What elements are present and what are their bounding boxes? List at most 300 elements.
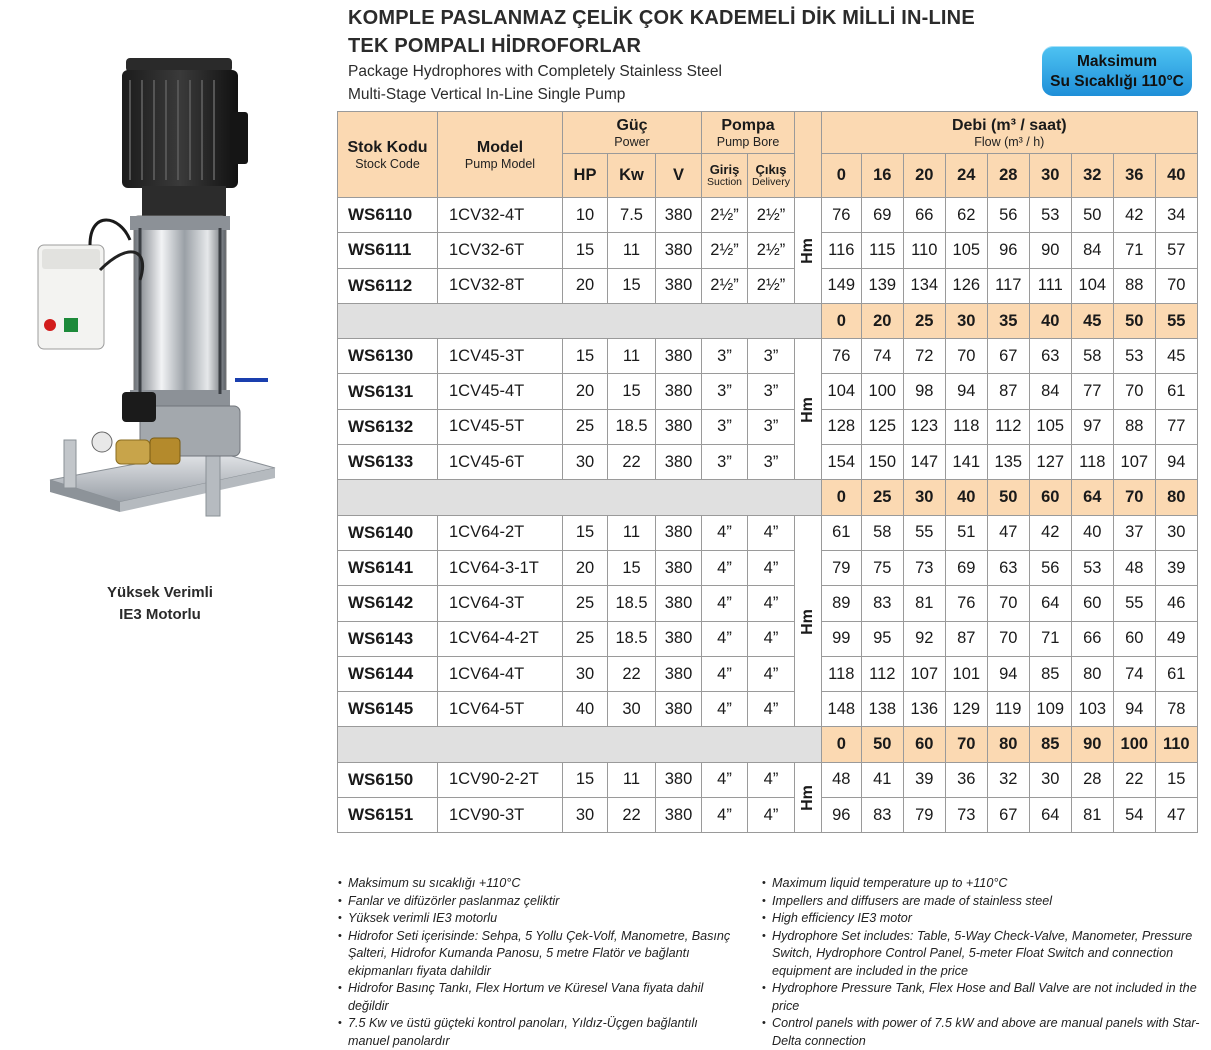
head-value-cell: 41	[861, 762, 903, 797]
head-value-cell: 77	[1155, 409, 1197, 444]
head-value-cell: 70	[945, 339, 987, 374]
voltage-cell: 380	[656, 374, 702, 409]
flow-value-header: 30	[1029, 154, 1071, 198]
flow-value-header: 0	[821, 154, 861, 198]
flow-value-header: 0	[821, 727, 861, 762]
header-stock-code-label: Stok Kodu	[347, 138, 428, 156]
head-value-cell: 154	[821, 445, 861, 480]
kw-cell: 18.5	[608, 621, 656, 656]
table-row	[338, 515, 1198, 550]
hp-cell: 30	[563, 798, 608, 833]
head-value-cell: 135	[987, 445, 1029, 480]
flow-value-header: 16	[861, 154, 903, 198]
head-value-cell: 61	[1155, 656, 1197, 691]
flow-value-header: 40	[1029, 303, 1071, 338]
hp-cell: 15	[563, 233, 608, 268]
motor-caption	[60, 582, 260, 626]
head-value-cell: 71	[1113, 233, 1155, 268]
note-item: • Hydrophore Set includes: Table, 5-Way Check-Valve, Manometer, Pressure Switch, Hydrophore Control Panel, 5-meter Float Switch and connection equipment are included in the price	[762, 928, 1202, 981]
header-power-sublabel: Power	[614, 134, 650, 149]
head-value-cell: 74	[1113, 656, 1155, 691]
hp-cell: 10	[563, 198, 608, 233]
outlet-cell: 2½”	[748, 198, 795, 233]
flow-value-header: 80	[987, 727, 1029, 762]
header-spacer	[795, 112, 822, 198]
outlet-cell: 4”	[748, 798, 795, 833]
outlet-cell: 3”	[748, 445, 795, 480]
flow-value-header: 28	[987, 154, 1029, 198]
hp-cell: 20	[563, 268, 608, 303]
badge-line1: Maksimum	[1076, 53, 1158, 70]
head-value-cell: 60	[1071, 586, 1113, 621]
hp-cell: 15	[563, 339, 608, 374]
model-cell: 1CV90-2-2T	[438, 762, 563, 797]
flow-value-header: 64	[1071, 480, 1113, 515]
header-inlet-sublabel: Suction	[706, 176, 743, 188]
flow-header-row	[338, 727, 1198, 762]
hp-cell: 30	[563, 445, 608, 480]
flow-value-header: 20	[861, 303, 903, 338]
table-row	[338, 762, 1198, 797]
voltage-cell: 380	[656, 586, 702, 621]
head-value-cell: 84	[1071, 233, 1113, 268]
head-value-cell: 81	[1071, 798, 1113, 833]
header-pump-label: Pompa	[721, 116, 775, 134]
hp-cell: 25	[563, 586, 608, 621]
head-value-cell: 150	[861, 445, 903, 480]
kw-cell: 30	[608, 692, 656, 727]
hp-cell: 25	[563, 409, 608, 444]
head-value-cell: 63	[1029, 339, 1071, 374]
head-value-cell: 110	[903, 233, 945, 268]
kw-cell: 22	[608, 445, 656, 480]
hp-cell: 20	[563, 374, 608, 409]
hp-cell: 30	[563, 656, 608, 691]
head-value-cell: 111	[1029, 268, 1071, 303]
stock-code-cell: WS6110	[338, 198, 438, 233]
head-unit-text: Hm	[798, 785, 816, 811]
stock-code-cell: WS6140	[338, 515, 438, 550]
outlet-cell: 3”	[748, 374, 795, 409]
outlet-cell: 4”	[748, 550, 795, 585]
head-value-cell: 127	[1029, 445, 1071, 480]
head-value-cell: 107	[1113, 445, 1155, 480]
header-inlet-label: Giriş	[709, 162, 740, 177]
model-cell: 1CV90-3T	[438, 798, 563, 833]
head-value-cell: 73	[903, 550, 945, 585]
head-value-cell: 85	[1029, 656, 1071, 691]
hydrophore-pump-image	[30, 40, 300, 540]
stock-code-cell: WS6130	[338, 339, 438, 374]
head-value-cell: 56	[1029, 550, 1071, 585]
voltage-cell: 380	[656, 515, 702, 550]
voltage-cell: 380	[656, 798, 702, 833]
header-stock-code	[338, 112, 438, 198]
head-value-cell: 83	[861, 798, 903, 833]
voltage-cell: 380	[656, 339, 702, 374]
outlet-cell: 3”	[748, 409, 795, 444]
head-value-cell: 99	[821, 621, 861, 656]
stock-code-cell: WS6141	[338, 550, 438, 585]
header-model	[438, 112, 563, 198]
flow-value-header: 60	[903, 727, 945, 762]
outlet-cell: 2½”	[748, 233, 795, 268]
notes-english	[762, 875, 1202, 1050]
flow-value-header: 32	[1071, 154, 1113, 198]
inlet-cell: 4”	[702, 762, 748, 797]
head-value-cell: 87	[987, 374, 1029, 409]
head-value-cell: 128	[821, 409, 861, 444]
stock-code-cell: WS6143	[338, 621, 438, 656]
flow-value-header: 0	[821, 303, 861, 338]
page-title-english	[348, 60, 868, 106]
flow-value-header: 40	[945, 480, 987, 515]
head-value-cell: 94	[945, 374, 987, 409]
notes-turkish	[338, 875, 733, 1050]
flow-value-header: 70	[945, 727, 987, 762]
head-value-cell: 32	[987, 762, 1029, 797]
voltage-cell: 380	[656, 621, 702, 656]
stock-code-cell: WS6151	[338, 798, 438, 833]
table-row	[338, 409, 1198, 444]
flow-value-header: 100	[1113, 727, 1155, 762]
head-value-cell: 94	[1155, 445, 1197, 480]
inlet-cell: 3”	[702, 374, 748, 409]
model-cell: 1CV45-3T	[438, 339, 563, 374]
head-unit-text: Hm	[798, 238, 816, 264]
head-unit-label	[795, 762, 822, 833]
head-value-cell: 94	[1113, 692, 1155, 727]
head-value-cell: 89	[821, 586, 861, 621]
inlet-cell: 4”	[702, 621, 748, 656]
outlet-cell: 2½”	[748, 268, 795, 303]
head-value-cell: 69	[945, 550, 987, 585]
header-model-sublabel: Pump Model	[464, 156, 536, 171]
outlet-cell: 4”	[748, 762, 795, 797]
header-inlet	[702, 154, 748, 198]
head-value-cell: 87	[945, 621, 987, 656]
head-value-cell: 56	[987, 198, 1029, 233]
table-row	[338, 268, 1198, 303]
head-value-cell: 105	[945, 233, 987, 268]
model-cell: 1CV64-3T	[438, 586, 563, 621]
head-value-cell: 15	[1155, 762, 1197, 797]
header-model-label: Model	[476, 138, 524, 156]
head-value-cell: 148	[821, 692, 861, 727]
title-en-line2: Multi-Stage Vertical In-Line Single Pump	[348, 86, 626, 103]
head-value-cell: 64	[1029, 586, 1071, 621]
head-value-cell: 81	[903, 586, 945, 621]
table-row	[338, 798, 1198, 833]
head-value-cell: 28	[1071, 762, 1113, 797]
note-item: • Yüksek verimli IE3 motorlu	[338, 910, 733, 928]
head-value-cell: 53	[1071, 550, 1113, 585]
voltage-cell: 380	[656, 692, 702, 727]
note-item: • Maximum liquid temperature up to +110°C	[762, 875, 1202, 893]
head-value-cell: 49	[1155, 621, 1197, 656]
kw-cell: 11	[608, 515, 656, 550]
flow-value-header: 55	[1155, 303, 1197, 338]
head-value-cell: 63	[987, 550, 1029, 585]
head-value-cell: 118	[945, 409, 987, 444]
head-value-cell: 109	[1029, 692, 1071, 727]
pump-spec-table	[337, 111, 1198, 833]
table-row	[338, 692, 1198, 727]
head-value-cell: 141	[945, 445, 987, 480]
kw-cell: 15	[608, 374, 656, 409]
head-value-cell: 67	[987, 798, 1029, 833]
head-value-cell: 149	[821, 268, 861, 303]
hp-cell: 40	[563, 692, 608, 727]
head-value-cell: 60	[1113, 621, 1155, 656]
head-value-cell: 67	[987, 339, 1029, 374]
head-value-cell: 70	[1113, 374, 1155, 409]
head-value-cell: 96	[821, 798, 861, 833]
model-cell: 1CV45-4T	[438, 374, 563, 409]
inlet-cell: 2½”	[702, 268, 748, 303]
head-value-cell: 66	[903, 198, 945, 233]
outlet-cell: 4”	[748, 656, 795, 691]
flow-value-header: 24	[945, 154, 987, 198]
head-value-cell: 139	[861, 268, 903, 303]
table-row	[338, 445, 1198, 480]
flow-header-row	[338, 303, 1198, 338]
head-value-cell: 58	[1071, 339, 1113, 374]
head-value-cell: 39	[1155, 550, 1197, 585]
head-value-cell: 45	[1155, 339, 1197, 374]
head-value-cell: 48	[821, 762, 861, 797]
head-value-cell: 76	[821, 198, 861, 233]
model-cell: 1CV45-5T	[438, 409, 563, 444]
inlet-cell: 4”	[702, 656, 748, 691]
flow-value-header: 35	[987, 303, 1029, 338]
header-hp: HP	[563, 154, 608, 198]
max-temperature-badge	[1042, 46, 1192, 96]
head-value-cell: 72	[903, 339, 945, 374]
head-value-cell: 118	[821, 656, 861, 691]
head-value-cell: 79	[821, 550, 861, 585]
flow-value-header: 50	[861, 727, 903, 762]
head-value-cell: 147	[903, 445, 945, 480]
kw-cell: 11	[608, 762, 656, 797]
table-row	[338, 198, 1198, 233]
voltage-cell: 380	[656, 409, 702, 444]
header-outlet-label: Çıkış	[755, 162, 787, 177]
head-value-cell: 126	[945, 268, 987, 303]
head-value-cell: 76	[821, 339, 861, 374]
head-value-cell: 71	[1029, 621, 1071, 656]
note-item: • Hydrophore Pressure Tank, Flex Hose and Ball Valve are not included in the price	[762, 980, 1202, 1015]
head-value-cell: 104	[1071, 268, 1113, 303]
head-value-cell: 115	[861, 233, 903, 268]
head-value-cell: 136	[903, 692, 945, 727]
head-value-cell: 61	[1155, 374, 1197, 409]
kw-cell: 15	[608, 550, 656, 585]
flow-value-header: 0	[821, 480, 861, 515]
inlet-cell: 2½”	[702, 198, 748, 233]
flow-value-header: 20	[903, 154, 945, 198]
header-pump-bore	[702, 112, 795, 154]
header-outlet-sublabel: Delivery	[752, 176, 790, 188]
flow-value-header: 36	[1113, 154, 1155, 198]
note-item: • Control panels with power of 7.5 kW and above are manual panels with Star-Delta connection	[762, 1015, 1202, 1050]
flow-value-header: 110	[1155, 727, 1197, 762]
title-tr-line1: KOMPLE PASLANMAZ ÇELİK ÇOK KADEMELİ DİK MİLLİ IN-LINE	[348, 7, 975, 29]
head-unit-label	[795, 515, 822, 727]
head-value-cell: 74	[861, 339, 903, 374]
head-value-cell: 92	[903, 621, 945, 656]
note-item: • Maksimum su sıcaklığı +110°C	[338, 875, 733, 893]
model-cell: 1CV32-6T	[438, 233, 563, 268]
stock-code-cell: WS6142	[338, 586, 438, 621]
outlet-cell: 4”	[748, 515, 795, 550]
note-item: • Hidrofor Basınç Tankı, Flex Hortum ve Küresel Vana fiyata dahil değildir	[338, 980, 733, 1015]
head-value-cell: 125	[861, 409, 903, 444]
head-value-cell: 53	[1113, 339, 1155, 374]
hp-cell: 20	[563, 550, 608, 585]
flow-value-header: 90	[1071, 727, 1113, 762]
head-value-cell: 78	[1155, 692, 1197, 727]
inlet-cell: 4”	[702, 586, 748, 621]
group-separator	[338, 303, 822, 338]
model-cell: 1CV64-4-2T	[438, 621, 563, 656]
head-value-cell: 107	[903, 656, 945, 691]
head-value-cell: 48	[1113, 550, 1155, 585]
voltage-cell: 380	[656, 198, 702, 233]
head-value-cell: 117	[987, 268, 1029, 303]
head-value-cell: 129	[945, 692, 987, 727]
voltage-cell: 380	[656, 656, 702, 691]
head-value-cell: 53	[1029, 198, 1071, 233]
head-value-cell: 95	[861, 621, 903, 656]
stock-code-cell: WS6132	[338, 409, 438, 444]
head-value-cell: 76	[945, 586, 987, 621]
inlet-cell: 4”	[702, 550, 748, 585]
inlet-cell: 2½”	[702, 233, 748, 268]
header-flow-label: Debi (m³ / saat)	[951, 116, 1067, 134]
head-value-cell: 69	[861, 198, 903, 233]
head-value-cell: 104	[821, 374, 861, 409]
head-value-cell: 70	[987, 586, 1029, 621]
kw-cell: 11	[608, 233, 656, 268]
header-outlet	[748, 154, 795, 198]
head-value-cell: 62	[945, 198, 987, 233]
inlet-cell: 4”	[702, 692, 748, 727]
kw-cell: 18.5	[608, 586, 656, 621]
head-unit-text: Hm	[798, 396, 816, 423]
head-value-cell: 101	[945, 656, 987, 691]
head-value-cell: 40	[1071, 515, 1113, 550]
hp-cell: 15	[563, 515, 608, 550]
stock-code-cell: WS6144	[338, 656, 438, 691]
outlet-cell: 3”	[748, 339, 795, 374]
note-item: • Fanlar ve difüzörler paslanmaz çeliktir	[338, 893, 733, 911]
kw-cell: 15	[608, 268, 656, 303]
hp-cell: 15	[563, 762, 608, 797]
head-value-cell: 30	[1029, 762, 1071, 797]
header-flow	[821, 112, 1197, 154]
stock-code-cell: WS6112	[338, 268, 438, 303]
head-value-cell: 112	[987, 409, 1029, 444]
head-value-cell: 61	[821, 515, 861, 550]
model-cell: 1CV45-6T	[438, 445, 563, 480]
table-row	[338, 656, 1198, 691]
head-value-cell: 51	[945, 515, 987, 550]
head-value-cell: 42	[1029, 515, 1071, 550]
inlet-cell: 4”	[702, 515, 748, 550]
flow-value-header: 30	[945, 303, 987, 338]
model-cell: 1CV32-8T	[438, 268, 563, 303]
head-value-cell: 97	[1071, 409, 1113, 444]
header-power-label: Güç	[616, 116, 648, 134]
table-row	[338, 339, 1198, 374]
head-value-cell: 54	[1113, 798, 1155, 833]
head-value-cell: 47	[1155, 798, 1197, 833]
header-kw: Kw	[608, 154, 656, 198]
note-item: • High efficiency IE3 motor	[762, 910, 1202, 928]
caption-line2: IE3 Motorlu	[119, 606, 201, 623]
head-value-cell: 77	[1071, 374, 1113, 409]
flow-value-header: 85	[1029, 727, 1071, 762]
head-unit-text: Hm	[798, 608, 816, 635]
head-value-cell: 70	[1155, 268, 1197, 303]
table-row	[338, 550, 1198, 585]
head-unit-label	[795, 339, 822, 480]
head-value-cell: 75	[861, 550, 903, 585]
model-cell: 1CV64-5T	[438, 692, 563, 727]
voltage-cell: 380	[656, 762, 702, 797]
stock-code-cell: WS6131	[338, 374, 438, 409]
page-title-turkish	[348, 4, 988, 60]
flow-value-header: 70	[1113, 480, 1155, 515]
head-value-cell: 46	[1155, 586, 1197, 621]
stock-code-cell: WS6145	[338, 692, 438, 727]
head-value-cell: 55	[1113, 586, 1155, 621]
head-value-cell: 22	[1113, 762, 1155, 797]
head-value-cell: 103	[1071, 692, 1113, 727]
voltage-cell: 380	[656, 550, 702, 585]
voltage-cell: 380	[656, 233, 702, 268]
flow-value-header: 30	[903, 480, 945, 515]
head-value-cell: 84	[1029, 374, 1071, 409]
stock-code-cell: WS6133	[338, 445, 438, 480]
table-row	[338, 374, 1198, 409]
header-flow-sublabel: Flow (m³ / h)	[974, 134, 1045, 149]
flow-value-header: 80	[1155, 480, 1197, 515]
head-value-cell: 105	[1029, 409, 1071, 444]
head-value-cell: 96	[987, 233, 1029, 268]
head-value-cell: 64	[1029, 798, 1071, 833]
flow-value-header: 40	[1155, 154, 1197, 198]
head-value-cell: 98	[903, 374, 945, 409]
kw-cell: 7.5	[608, 198, 656, 233]
head-value-cell: 88	[1113, 268, 1155, 303]
hp-cell: 25	[563, 621, 608, 656]
header-pump-sublabel: Pump Bore	[716, 134, 780, 149]
header-stock-code-sublabel: Stock Code	[355, 156, 420, 171]
note-item: • Impellers and diffusers are made of stainless steel	[762, 893, 1202, 911]
outlet-cell: 4”	[748, 586, 795, 621]
flow-value-header: 25	[861, 480, 903, 515]
note-item: • 7.5 Kw ve üstü güçteki kontrol panoları, Yıldız-Üçgen bağlantılı manuel panolardır	[338, 1015, 733, 1050]
flow-value-header: 25	[903, 303, 945, 338]
head-value-cell: 58	[861, 515, 903, 550]
badge-line2: Su Sıcaklığı 110°C	[1050, 73, 1184, 90]
head-value-cell: 42	[1113, 198, 1155, 233]
head-value-cell: 123	[903, 409, 945, 444]
head-value-cell: 30	[1155, 515, 1197, 550]
group-separator	[338, 727, 822, 762]
